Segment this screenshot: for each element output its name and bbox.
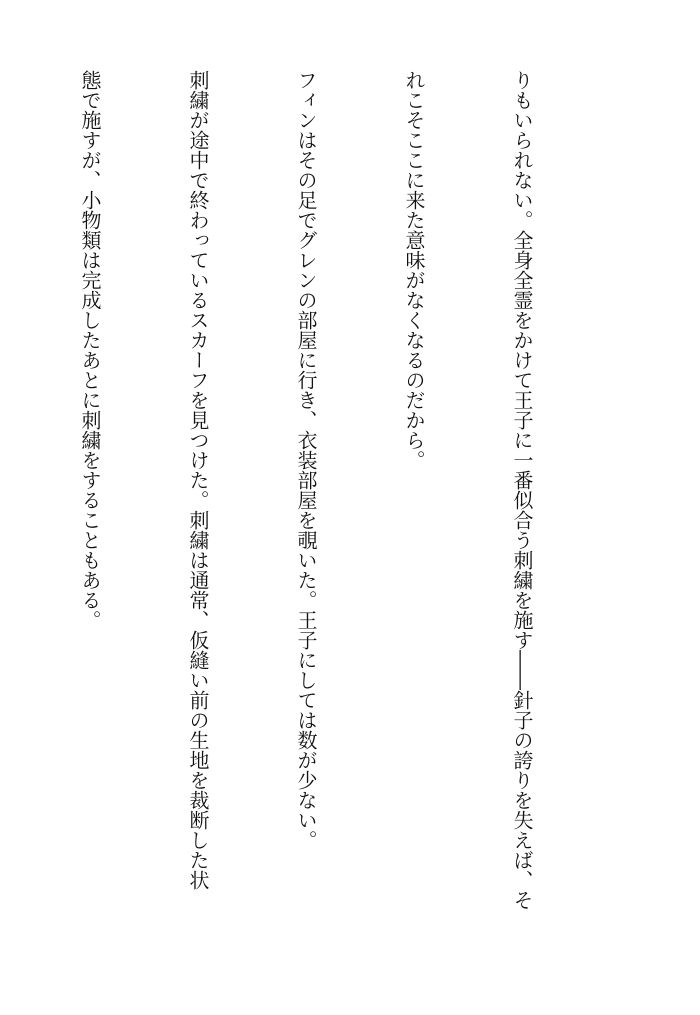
text-line: れこそここに来た意味がなくなるのだから。	[402, 70, 426, 470]
text-line: フィンはその足でグレンの部屋に行き、衣装部屋を覗いた。王子にしては数が少ない。	[294, 70, 318, 850]
text-line: 態で施すが、小物類は完成したあとに刺繍をすることもある。	[78, 70, 102, 630]
vertical-text-body	[0, 70, 612, 970]
text-line: りもいられない。全身全霊をかけて王子に一番似合う刺繍を施す――針子の誇りを失えば、そ	[510, 70, 534, 910]
text-line: 刺繍が途中で終わっているスカーフを見つけた。刺繍は通常、仮縫い前の生地を裁断した状	[186, 70, 210, 890]
